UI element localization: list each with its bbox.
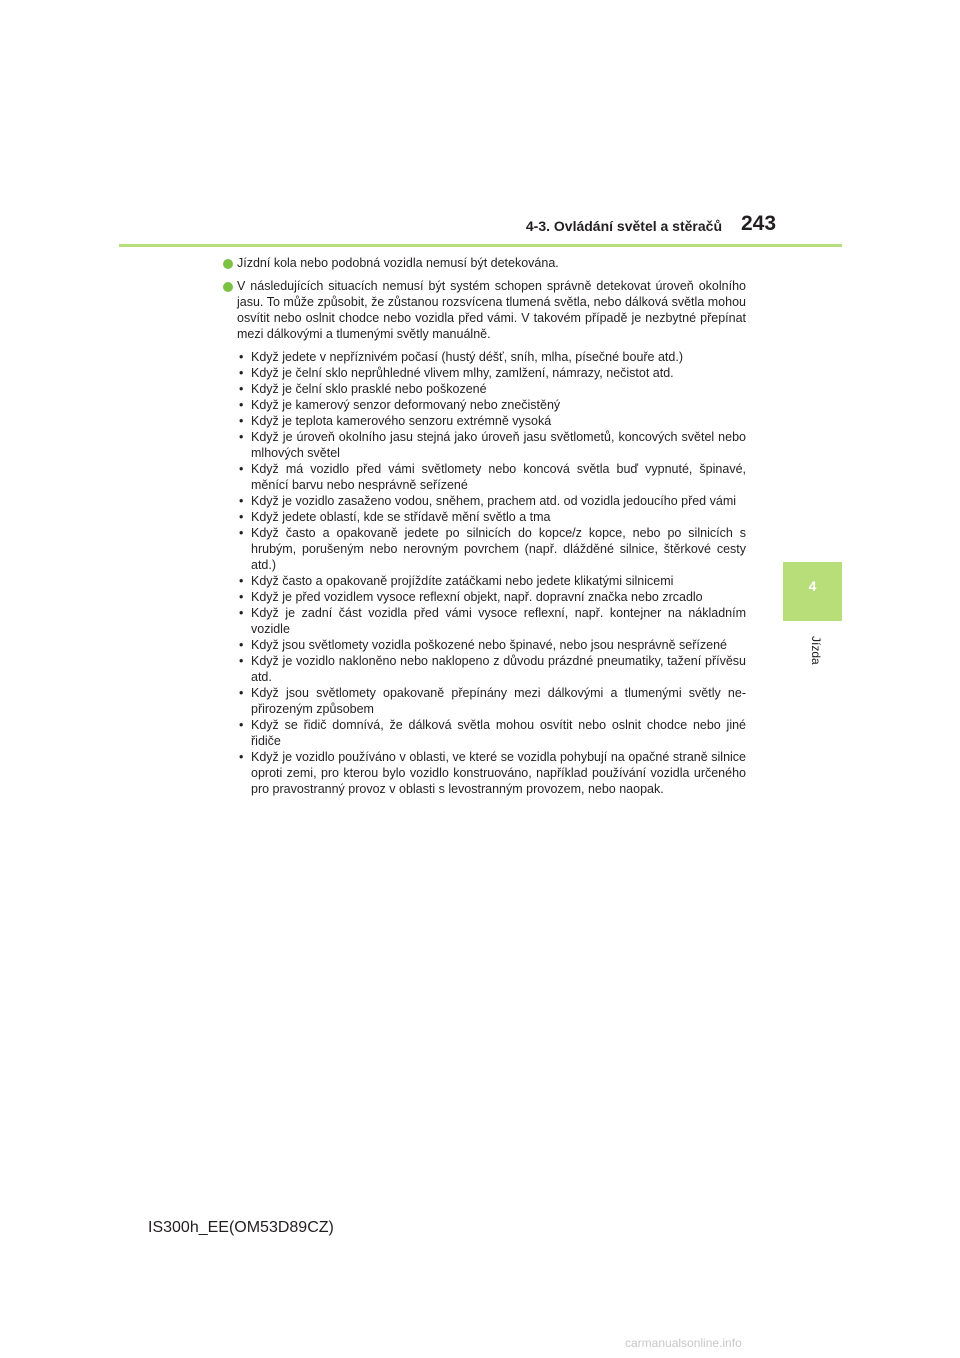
list-item-text: Když často a opakovaně projíždíte zatáčkami nebo jedete klikatými silnicemi	[251, 574, 674, 588]
paragraph-text: V následujících situacích nemusí být systém schopen správně detekovat úroveň okolního jasu. To může způsobit, že zůstanou rozsvícena tlumená světla, nebo dálková světla mohou osvítit nebo oslnit chodce nebo vozidla před vámi. V takovém případě je nezbytné přepínat mezi dálkovými a tlumenými světly manuálně.	[237, 279, 746, 341]
list-item	[237, 637, 746, 653]
bullet-mark: •	[239, 382, 244, 396]
bullet-mark: •	[239, 414, 244, 428]
header-divider	[119, 244, 842, 247]
list-item-text: Když jedete oblastí, kde se střídavě mění světlo a tma	[251, 510, 551, 524]
list-item	[237, 509, 746, 525]
bullet-mark: •	[239, 494, 244, 508]
list-item-text: Když je vozidlo zasaženo vodou, sněhem, prachem atd. od vozidla jedoucího před vámi	[251, 494, 737, 508]
model-code: IS300h_EE(OM53D89CZ)	[148, 1219, 334, 1236]
list-item-text: Když je čelní sklo prasklé nebo poškozené	[251, 382, 487, 396]
bullet-mark: •	[239, 398, 244, 412]
bullet-mark: •	[239, 430, 244, 444]
list-item-text: Když je zadní část vozidla před vámi vysoce reflexní, např. kontejner na nákladním vozidle	[251, 606, 746, 636]
bullet-mark: •	[239, 590, 244, 604]
list-item	[237, 349, 746, 365]
bullet-mark: •	[239, 718, 244, 732]
list-item-text: Když jedete v nepříznivém počasí (hustý déšť, sníh, mlha, písečné bouře atd.)	[251, 350, 683, 364]
list-item-text: Když je kamerový senzor deformovaný nebo znečistěný	[251, 398, 561, 412]
bullet-dot-icon	[223, 259, 233, 269]
chapter-tab: 4	[783, 562, 842, 621]
list-item	[237, 685, 746, 717]
list-item	[237, 653, 746, 685]
bullet-mark: •	[239, 510, 244, 524]
bullet-mark: •	[239, 686, 244, 700]
list-item-text: Když jsou světlomety vozidla poškozené nebo špinavé, nebo jsou nesprávně seřízené	[251, 638, 727, 652]
condition-list	[222, 349, 746, 797]
list-item-text: Když má vozidlo před vámi světlomety nebo koncová světla buď vypnuté, špinavé, měnící barvu nebo nesprávně seřízené	[251, 462, 746, 492]
list-item-text: Když se řidič domnívá, že dálková světla mohou osvítit nebo oslnit chodce nebo jiné řidiče	[251, 718, 746, 748]
paragraph-ambient-light	[222, 278, 746, 342]
list-item-text: Když je vozidlo používáno v oblasti, ve které se vozidla pohybují na opačné straně silnice oproti zemi, pro kterou bylo vozidlo konstruováno, například používání vozidla určeného pro pravostranný provoz v oblasti s levostranným provozem, nebo naopak.	[251, 750, 746, 796]
bullet-mark: •	[239, 526, 244, 540]
bullet-mark: •	[239, 462, 244, 476]
list-item	[237, 413, 746, 429]
paragraph-text: Jízdní kola nebo podobná vozidla nemusí být detekována.	[237, 256, 559, 270]
list-item	[237, 381, 746, 397]
list-item	[237, 429, 746, 461]
list-item	[237, 397, 746, 413]
bullet-mark: •	[239, 750, 244, 764]
watermark: carmanualsonline.info	[625, 1336, 742, 1350]
list-item	[237, 589, 746, 605]
page-content	[222, 255, 746, 797]
list-item-text: Když jsou světlomety opakovaně přepínány mezi dálkovými a tlumenými světly ne-přirozeným způsobem	[251, 686, 746, 716]
list-item-text: Když je teplota kamerového senzoru extrémně vysoká	[251, 414, 552, 428]
paragraph-bicycles	[222, 255, 746, 271]
list-item-text: Když často a opakovaně jedete po silnicích do kopce/z kopce, nebo po silnicích s hrubým, porušeným nebo nerovným povrchem (např. dlážděné silnice, štěrkové cesty atd.)	[251, 526, 746, 572]
list-item	[237, 749, 746, 797]
bullet-mark: •	[239, 654, 244, 668]
list-item	[237, 717, 746, 749]
bullet-mark: •	[239, 350, 244, 364]
list-item	[237, 605, 746, 637]
chapter-label: Jízda	[809, 635, 823, 665]
list-item-text: Když je úroveň okolního jasu stejná jako úroveň jasu světlometů, koncových světel nebo mlhových světel	[251, 430, 746, 460]
list-item	[237, 525, 746, 573]
page-number: 243	[741, 212, 777, 235]
bullet-mark: •	[239, 606, 244, 620]
bullet-mark: •	[239, 638, 244, 652]
list-item	[237, 461, 746, 493]
bullet-mark: •	[239, 574, 244, 588]
bullet-mark: •	[239, 366, 244, 380]
bullet-dot-icon	[223, 282, 233, 292]
list-item	[237, 493, 746, 509]
section-title: 4-3. Ovládání světel a stěračů	[525, 218, 722, 234]
list-item-text: Když je před vozidlem vysoce reflexní objekt, např. dopravní značka nebo zrcadlo	[251, 590, 703, 604]
list-item	[237, 573, 746, 589]
list-item-text: Když je čelní sklo neprůhledné vlivem mlhy, zamlžení, námrazy, nečistot atd.	[251, 366, 674, 380]
list-item-text: Když je vozidlo nakloněno nebo naklopeno z důvodu prázdné pneumatiky, tažení přívěsu atd.	[251, 654, 746, 684]
list-item	[237, 365, 746, 381]
